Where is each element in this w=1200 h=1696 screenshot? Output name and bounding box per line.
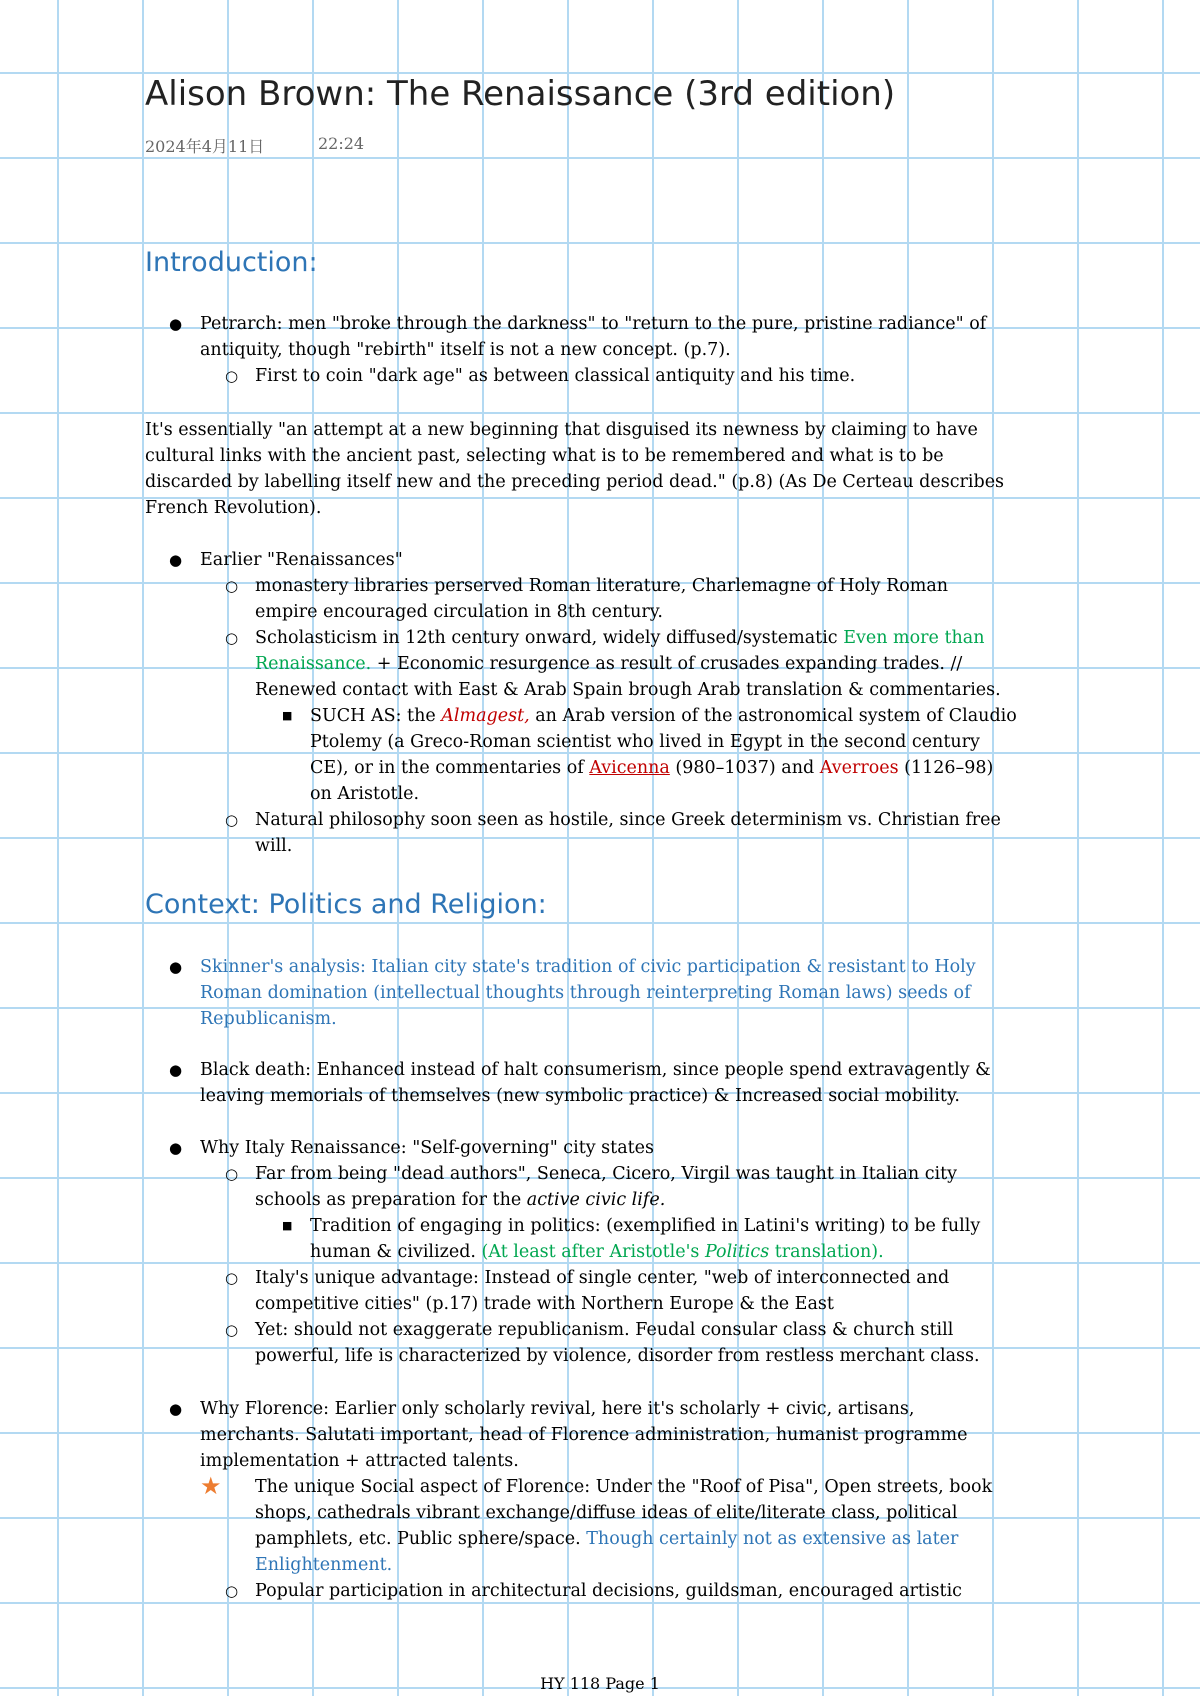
bullet-disc-icon: ● <box>169 315 183 333</box>
list-item: ● Petrarch: men "broke through the darkness" to "return to the pure, pristine radiance" of <box>145 311 1065 337</box>
list-item: ○ Scholasticism in 12th century onward, widely diffused/systematic Even more than <box>145 625 1065 651</box>
bullet-disc-icon: ● <box>169 1400 183 1418</box>
florence-bullet: ● Why Florence: Earlier only scholarly revival, here it's scholarly + civic, artisans, merchants. Salutati important, head of Florence administration, humanist programme implementation + attracted talents. ★ The unique Social aspect of Florence: Under the "Roof of Pisa", Open streets, book shops, cathedrals vibrant exchange/diffuse ideas of elite/literate class, political pamphlets, etc. Public sphere/space. Though certainly not as extensive as later Enlightenment. ○ Popular participation in architectural decisions, guildsman, encouraged artistic <box>145 1396 1065 1604</box>
list-item: ● Black death: Enhanced instead of halt consumerism, since people spend extravagently & <box>145 1057 1065 1083</box>
note-date: 2024年4月11日 <box>145 137 265 156</box>
list-item: ○ Popular participation in architectural decisions, guildsman, encouraged artistic <box>145 1578 1065 1604</box>
list-item: ○ Yet: should not exaggerate republicanism. Feudal consular class & church still <box>145 1317 1065 1343</box>
bullet-circle-icon: ○ <box>225 1321 239 1339</box>
bullet-circle-icon: ○ <box>225 629 239 647</box>
italy-bullet: ● Why Italy Renaissance: "Self-governing" city states ○ Far from being "dead authors", Seneca, Cicero, Virgil was taught in Italian city schools as preparation for the active civic life. ■ Tradition of engaging in politics: (exemplified in Latini's writing) to be fully human & civilized. (At least after Aristotle's Politics translation). ○ Italy's unique advantage: Instead of single center, "web of interconnected and competitive cities" (p.17) trade with Northern Europe & the East ○ Yet: should not exaggerate republicanism. Feudal consular class & church still powerful, life is characterized by violence, disorder from restless merchant class. <box>145 1135 1065 1369</box>
bullet-disc-icon: ● <box>169 1061 183 1079</box>
page-title: Alison Brown: The Renaissance (3rd edition) <box>145 74 896 114</box>
bullet-square-icon: ■ <box>282 1219 293 1232</box>
list-item: ● Why Italy Renaissance: "Self-governing" city states <box>145 1135 1065 1161</box>
list-item: ○ Natural philosophy soon seen as hostile, since Greek determinism vs. Christian free <box>145 807 1065 833</box>
intro-bullets-1 <box>145 311 1065 389</box>
bullet-disc-icon: ● <box>169 1139 183 1157</box>
avicenna-link[interactable]: Avicenna <box>589 758 670 778</box>
black-death-bullet: ● Black death: Enhanced instead of halt consumerism, since people spend extravagently & leaving memorials of themselves (new symbolic practice) & Increased social mobility. <box>145 1057 1065 1109</box>
skinner-bullet: ● Skinner's analysis: Italian city state's tradition of civic participation & resistant to Holy Roman domination (intellectual thoughts through reinterpreting Roman laws) seeds of Republicanism. <box>145 954 1065 1032</box>
list-item: ● Earlier "Renaissances" <box>145 547 1065 573</box>
bullet-circle-icon: ○ <box>225 367 239 385</box>
list-item: ● Why Florence: Earlier only scholarly revival, here it's scholarly + civic, artisans, <box>145 1396 1065 1422</box>
list-item: ○ First to coin "dark age" as between classical antiquity and his time. <box>145 363 1065 389</box>
list-item: ■ Tradition of engaging in politics: (exemplified in Latini's writing) to be fully <box>145 1213 1065 1239</box>
list-item: ○ monastery libraries perserved Roman literature, Charlemagne of Holy Roman <box>145 573 1065 599</box>
list-item: ○ Italy's unique advantage: Instead of single center, "web of interconnected and <box>145 1265 1065 1291</box>
star-icon: ★ <box>200 1472 222 1500</box>
bullet-circle-icon: ○ <box>225 1582 239 1600</box>
bullet-circle-icon: ○ <box>225 811 239 829</box>
bullet-disc-icon: ● <box>169 551 183 569</box>
bullet-circle-icon: ○ <box>225 1269 239 1287</box>
list-item: ● Skinner's analysis: Italian city state's tradition of civic participation & resistant to Holy <box>145 954 1065 980</box>
intro-heading: Introduction: <box>145 247 318 278</box>
page-footer: HY 118 Page 1 <box>540 1674 660 1693</box>
intro-paragraph: It's essentially "an attempt at a new beginning that disguised its newness by claiming to have cultural links with the ancient past, selecting what is to be remembered and what is to be discarded by labelling itself new and the preceding period dead." (p.8) (As De Certeau describes French Revolution). <box>145 420 1005 518</box>
list-item-cont: antiquity, though "rebirth" itself is not a new concept. (p.7). <box>200 340 731 360</box>
context-heading: Context: Politics and Religion: <box>145 889 547 920</box>
bullet-circle-icon: ○ <box>225 1165 239 1183</box>
bullet-circle-icon: ○ <box>225 577 239 595</box>
list-item: ■ SUCH AS: the Almagest, an Arab version of the astronomical system of Claudio <box>145 703 1065 729</box>
bullet-disc-icon: ● <box>169 958 183 976</box>
bullet-square-icon: ■ <box>282 709 293 722</box>
list-item: ○ Far from being "dead authors", Seneca, Cicero, Virgil was taught in Italian city <box>145 1161 1065 1187</box>
intro-bullets-2: ● Earlier "Renaissances" ○ monastery libraries perserved Roman literature, Charlemagne of Holy Roman empire encouraged circulation in 8th century. ○ Scholasticism in 12th century onward, widely diffused/systematic Even more than Renaissance. + Economic resurgence as result of crusades expanding trades. // Renewed contact with East & Arab Spain brough Arab translation & commentaries. ■ SUCH AS: the Almagest, an Arab version of the astronomical system of Claudio Ptolemy (a Greco-Roman scientist who lived in Egypt in the second century CE), or in the commentaries of Avicenna (980–1037) and Averroes (1126–98) on Aristotle. ○ Natural philosophy soon seen as hostile, since Greek determinism vs. Christian free will. <box>145 547 1065 859</box>
list-item: ★ The unique Social aspect of Florence: Under the "Roof of Pisa", Open streets, book <box>200 1472 993 1500</box>
note-time: 22:24 <box>318 134 365 153</box>
